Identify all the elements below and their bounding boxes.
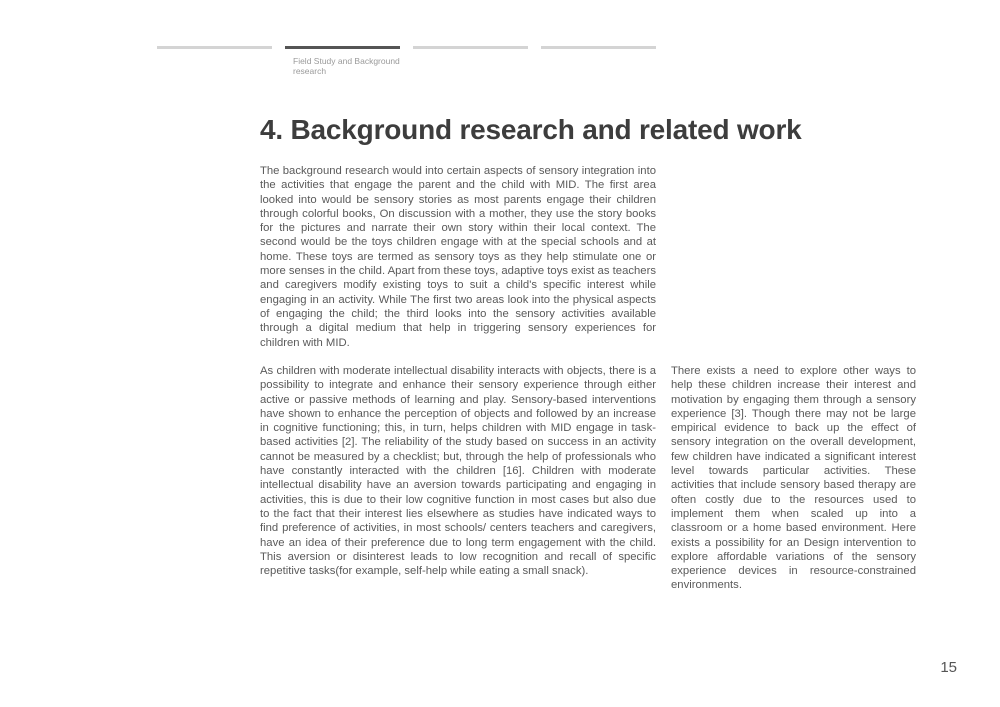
intro-paragraph: The background research would into certain aspects of sensory integration into the activities that engage the parent and the child with MID. The first area looked into would be sensory stories as most parents engage their children through colorful books, On discussion with a mother, they use the story books for the pictures and narrate their own story within their local context. The second would be the toys children engage with at the special schools and at home. These toys are termed as sensory toys as they help stimulate one or more senses in the child. Apart from these toys, adaptive toys exist as teachers and caregivers modify existing toys to suit a child's specific interest while engaging in an activity. While The first two areas look into the physical aspects of engaging the child; the third looks into the sensory activities available through a digital medium that help in triggering sensory experiences for children with MID. xyxy=(260,165,656,349)
progress-segment-1[interactable] xyxy=(157,46,272,49)
page-number: 15 xyxy=(940,659,957,676)
section-label: Field Study and Background research xyxy=(293,56,400,76)
progress-segment-3[interactable] xyxy=(413,46,528,49)
progress-segment-4[interactable] xyxy=(541,46,656,49)
section-progress-nav xyxy=(157,46,657,86)
page-title: 4. Background research and related work xyxy=(260,114,802,145)
left-column-paragraph: As children with moderate intellectual disability interacts with objects, there is a possibility to integrate and enhance their sensory experience through either active or passive methods of learning and play. Sensory-based interventions have shown to enhance the perception of objects and followed by an increase in cognitive functioning; this, in turn, helps children with MID engage in task-based activities [2]. The reliability of the study based on success in an activity cannot be measured by a checklist; but, through the help of professionals who have constantly interacted with the children [16]. Children with moderate intellectual disability have an aversion towards participating and engaging in activities, this is due to their low cognitive function in most cases but also due to the fact that their interest lies elsewhere as studies have indicated ways to find preference of activities, in most schools/ centers teachers and caregivers, have an idea of their preference due to long term engagement with the child. This aversion or disinterest leads to low recognition and recall of specific repetitive tasks(for example, self-help while eating a small snack). xyxy=(260,365,656,578)
right-column-paragraph: There exists a need to explore other ways to help these children increase their interest and motivation by engaging them through a sensory experience [3]. Though there may not be large empirical evidence to back up the effect of sensory integration on the overall development, few children have indicated a significant interest level towards particular activities. These activities that include sensory based therapy are often costly due to the resources used to implement them when scaled up into a classroom or a home based environment. Here exists a possibility for an Design intervention to explore affordable variations of the sensory experience devices in resource-constrained environments. xyxy=(671,365,916,592)
progress-segment-2-active[interactable] xyxy=(285,46,400,49)
